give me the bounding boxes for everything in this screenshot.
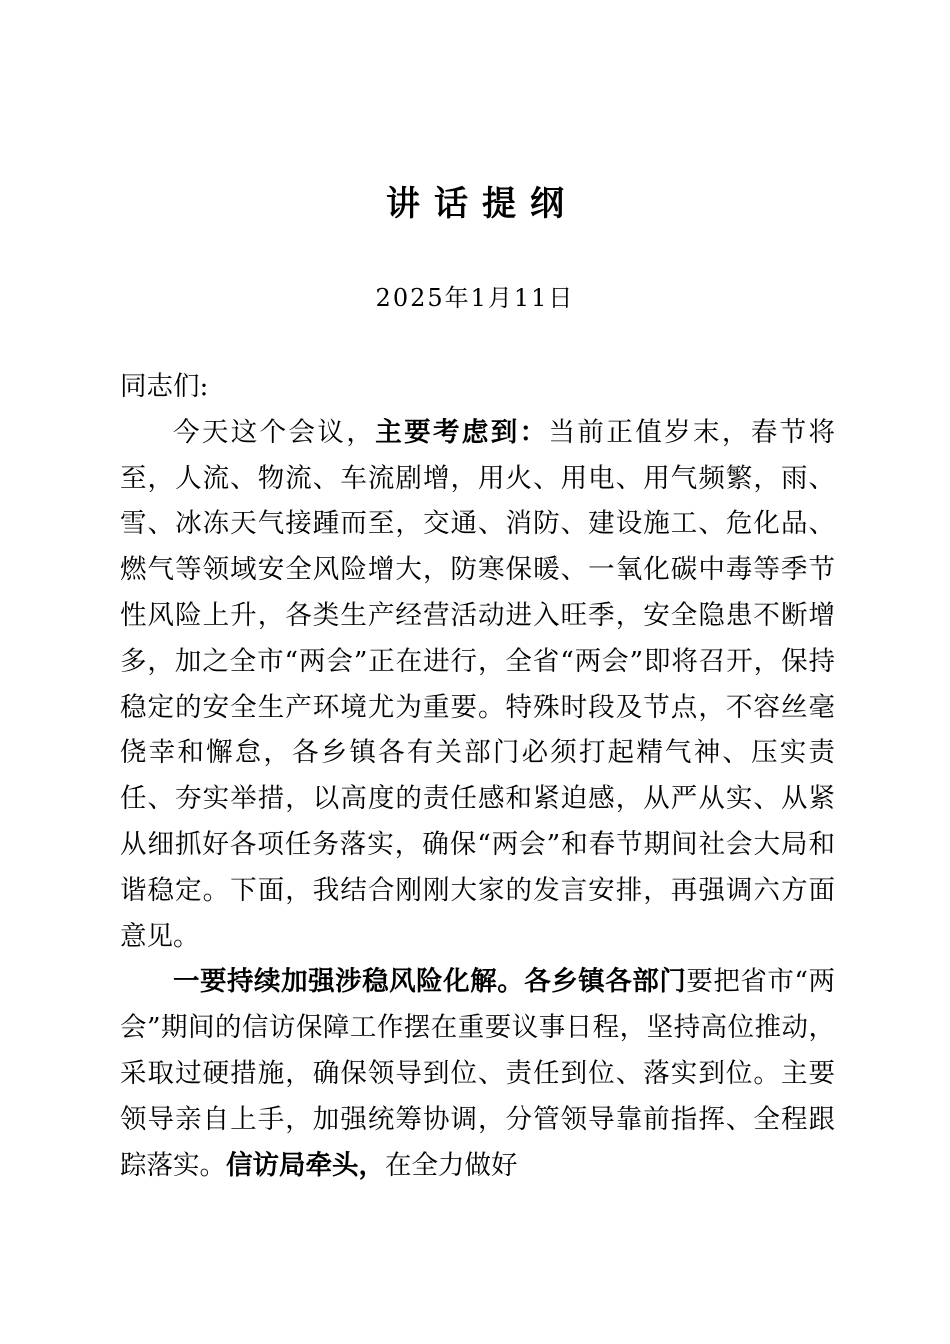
- paragraph-point-one: [120, 959, 835, 1188]
- paragraph-intro-text: 当前正值岁末，春节将至，人流、物流、车流剧增，用火、用电、用气频繁，雨、雪、冰冻天气接踵而至，交通、消防、建设施工、危化品、燃气等领域安全风险增大，防寒保暖、一氧化碳中毒等季节性风险上升，各类生产经营活动进入旺季，安全隐患不断增多，加之全市“两会”正在进行，全省“两会”即将召开，保持稳定的安全生产环境尤为重要。特殊时段及节点，不容丝毫侥幸和懈怠，各乡镇各有关部门必须打起精气神、压实责任、夯实举措，以高度的责任感和紧迫感，从严从实、从紧从细抓好各项任务落实，确保“两会”和春节期间社会大局和谐稳定。下面，我结合刚刚大家的发言安排，再强调六方面意见。: [120, 416, 836, 952]
- point-one-subject: 各乡镇各部门: [524, 966, 687, 998]
- document-date: 2025年1月11日: [375, 284, 575, 312]
- point-one-bold-lead: 信访局牵头，: [226, 1149, 385, 1181]
- paragraph-intro: [120, 410, 835, 960]
- document-title: 讲话提纲: [386, 184, 578, 224]
- paragraph-intro-opening: 今天这个会议，: [173, 416, 376, 448]
- document-body: [120, 364, 835, 1188]
- point-one-text: 要把省市“两会”期间的信访保障工作摆在重要议事日程，坚持高位推动，采取过硬措施，确保领导到位、责任到位、落实到位。主要领导亲自上手，加强统筹协调，分管领导靠前指挥、全程跟踪落实。: [120, 966, 835, 1181]
- point-one-tail: 在全力做好: [385, 1149, 518, 1181]
- salutation: 同志们:: [120, 371, 209, 402]
- paragraph-intro-bold-lead: 主要考虑到：: [375, 416, 549, 448]
- point-one-heading: 一要持续加强涉稳风险化解。: [173, 966, 525, 998]
